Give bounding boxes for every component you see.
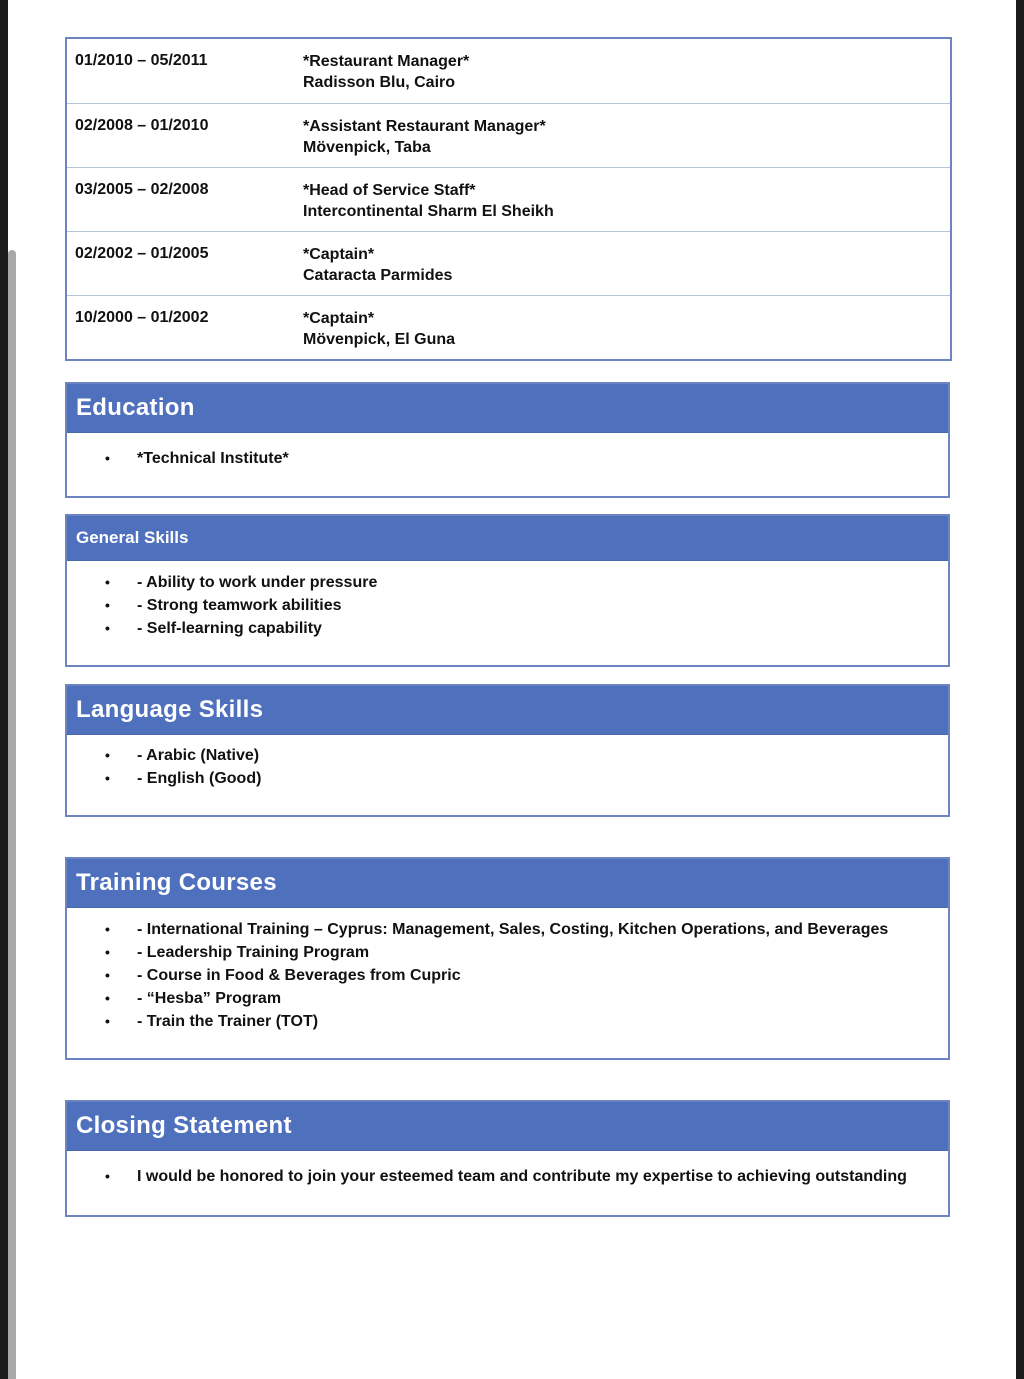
list-item-text: - Train the Trainer (TOT) — [137, 1013, 319, 1030]
job-title: *Head of Service Staff* — [303, 182, 476, 199]
education-section — [65, 382, 950, 498]
list-item — [67, 744, 948, 767]
bullet-icon: • — [105, 990, 110, 1006]
section-heading: General Skills — [67, 516, 948, 561]
bullet-icon: • — [105, 1168, 110, 1184]
experience-detail — [303, 117, 950, 167]
window-edge-left — [0, 0, 8, 1379]
closing-statement-list — [67, 1165, 948, 1188]
bullet-icon: • — [105, 747, 110, 763]
experience-dates: 10/2000 – 01/2002 — [75, 309, 209, 326]
experience-dates: 03/2005 – 02/2008 — [75, 181, 209, 198]
section-body — [67, 908, 948, 1033]
language-skills-list — [67, 744, 948, 790]
general-skills-list — [67, 571, 948, 640]
general-skills-section — [65, 514, 950, 667]
bullet-icon: • — [105, 597, 110, 613]
list-item — [67, 987, 948, 1010]
job-title: *Assistant Restaurant Manager* — [303, 118, 546, 135]
list-item — [67, 447, 948, 470]
employer: Radisson Blu, Cairo — [303, 74, 456, 91]
list-item — [67, 594, 948, 617]
list-item-text: - English (Good) — [137, 770, 262, 787]
experience-detail — [303, 309, 950, 359]
experience-detail — [303, 181, 950, 231]
table-row — [67, 167, 950, 231]
closing-statement-section — [65, 1100, 950, 1217]
section-body — [67, 433, 948, 470]
job-title: *Captain* — [303, 310, 375, 327]
list-item-text: - Arabic (Native) — [137, 747, 260, 764]
list-item — [67, 941, 948, 964]
bullet-icon: • — [105, 770, 110, 786]
document-page — [16, 0, 1016, 1379]
list-item-text: - Leadership Training Program — [137, 944, 370, 961]
table-row — [67, 103, 950, 167]
list-item — [67, 964, 948, 987]
bullet-icon: • — [105, 944, 110, 960]
section-heading: Education — [67, 384, 948, 433]
vertical-scrollbar-thumb[interactable] — [8, 250, 16, 1379]
section-body — [67, 1151, 948, 1188]
experience-dates: 02/2008 – 01/2010 — [75, 117, 209, 134]
list-item-text: - Ability to work under pressure — [137, 574, 378, 591]
section-heading: Language Skills — [67, 686, 948, 735]
table-row — [67, 231, 950, 295]
experience-dates: 02/2002 – 01/2005 — [75, 245, 209, 262]
education-list — [67, 447, 948, 470]
employer: Mövenpick, Taba — [303, 139, 431, 156]
list-item — [67, 571, 948, 594]
bullet-icon: • — [105, 1013, 110, 1029]
bullet-icon: • — [105, 574, 110, 590]
bullet-icon: • — [105, 620, 110, 636]
experience-detail — [303, 245, 950, 295]
list-item-text: - Self-learning capability — [137, 620, 322, 637]
employer: Cataracta Parmides — [303, 267, 453, 284]
job-title: *Captain* — [303, 246, 375, 263]
list-item-text: - International Training – Cyprus: Management, Sales, Costing, Kitchen Operations, and Beverages — [137, 921, 889, 938]
bullet-icon: • — [105, 450, 110, 466]
section-body — [67, 561, 948, 640]
list-item — [67, 617, 948, 640]
list-item-text: I would be honored to join your esteemed team and contribute my expertise to achieving outstanding — [137, 1168, 907, 1185]
list-item — [67, 1165, 948, 1188]
section-heading: Closing Statement — [67, 1102, 948, 1151]
window-edge-right — [1016, 0, 1024, 1379]
language-skills-section — [65, 684, 950, 817]
employer: Mövenpick, El Guna — [303, 331, 456, 348]
training-courses-section — [65, 857, 950, 1060]
experience-detail — [303, 52, 950, 103]
section-heading: Training Courses — [67, 859, 948, 908]
list-item — [67, 918, 948, 941]
job-title: *Restaurant Manager* — [303, 53, 470, 70]
employer: Intercontinental Sharm El Sheikh — [303, 203, 554, 220]
list-item-text: - Strong teamwork abilities — [137, 597, 342, 614]
section-body — [67, 735, 948, 790]
list-item-text: - Course in Food & Beverages from Cupric — [137, 967, 461, 984]
table-row — [67, 295, 950, 359]
bullet-icon: • — [105, 967, 110, 983]
experience-dates: 01/2010 – 05/2011 — [75, 52, 208, 69]
bullet-icon: • — [105, 921, 110, 937]
training-courses-list — [67, 918, 948, 1033]
list-item-text: - “Hesba” Program — [137, 990, 282, 1007]
list-item — [67, 1010, 948, 1033]
experience-table — [65, 37, 952, 361]
table-row — [67, 39, 950, 103]
list-item — [67, 767, 948, 790]
list-item-text: *Technical Institute* — [137, 450, 289, 467]
